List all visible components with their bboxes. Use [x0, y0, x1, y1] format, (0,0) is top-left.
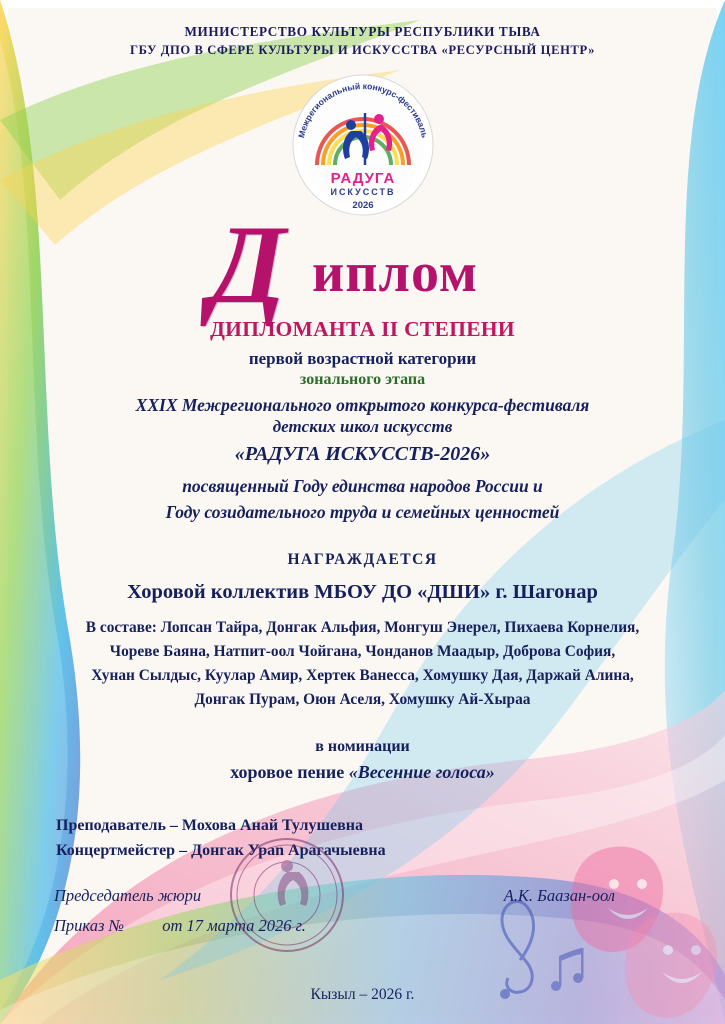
members-line: Донгак Пурам, Оюн Аселя, Хомушку Ай-Хыраа	[194, 690, 531, 708]
order-line	[54, 916, 671, 936]
emblem-graphic	[287, 69, 439, 221]
festival-line-1: XXIX Межрегионального открытого конкурса-фестиваля	[135, 395, 590, 416]
order-label: Приказ №	[54, 915, 125, 935]
members-line: Хунан Сылдыс, Куулар Амир, Хертек Ванесса, Хомушку Дая, Даржай Алина,	[91, 666, 634, 684]
age-category-line: первой возрастной категории	[248, 349, 477, 369]
awarded-label: НАГРАЖДАЕТСЯ	[287, 551, 438, 569]
teacher-line: Преподаватель – Мохова Анай Тулушевна	[56, 816, 363, 834]
ministry-line-1: МИНИСТЕРСТВО КУЛЬТУРЫ РЕСПУБЛИКИ ТЫВА	[184, 24, 541, 39]
svg-text:Межрегиональный конкурс-фестив: Межрегиональный конкурс-фестиваль	[295, 81, 430, 140]
city-year: Кызыл – 2026 г.	[310, 986, 415, 1003]
members-line: Чореве Баяна, Натпит-оол Чойгана, Чонданов Маадыр, Доброва София,	[109, 643, 616, 661]
dedication-line-2: Году созидательного труда и семейных ценностей	[165, 501, 560, 522]
svg-text:2026: 2026	[351, 200, 374, 212]
diploma-title-rest: иплом	[312, 242, 479, 305]
festival-name: «РАДУГА ИСКУССТВ-2026»	[234, 443, 491, 466]
festival-line-2: детских школ искусств	[272, 417, 453, 437]
nomination-piece: «Весенние голоса»	[348, 761, 495, 782]
ministry-header	[54, 22, 671, 59]
staff-block	[54, 813, 671, 864]
nomination-value	[54, 762, 671, 783]
nomination-label: в номинации	[315, 737, 410, 755]
svg-text:ИСКУССТВ: ИСКУССТВ	[329, 187, 396, 198]
jury-chair-label: Председатель жюри	[54, 885, 202, 905]
dedication-line-1: посвященный Году единства народов России и	[182, 476, 543, 497]
official-stamp	[228, 836, 346, 954]
order-date: от 17 марта 2026 г.	[162, 915, 306, 935]
members-list	[54, 616, 671, 712]
accompanist-line: Концертмейстер – Донгак Ураn Арагачыевна	[56, 842, 386, 860]
signature-block	[54, 886, 671, 956]
ministry-line-2: ГБУ ДПО В СФЕРЕ КУЛЬТУРЫ И ИСКУССТВА «РЕСУРСНЫЙ ЦЕНТР»	[130, 43, 595, 58]
recipient-name: Хоровой коллектив МБОУ ДО «ДШИ» г. Шагонар	[127, 581, 598, 604]
dedication	[54, 474, 671, 525]
festival-emblem	[287, 69, 439, 221]
diploma-title-initial: Д	[209, 203, 286, 328]
nomination-category: хоровое пение	[230, 761, 345, 782]
degree-line: ДИПЛОМАНТА II СТЕПЕНИ	[210, 317, 515, 342]
members-line: В составе: Лопсан Тайра, Донгак Альфия, Монгуш Энерел, Пихаева Корнелия,	[85, 619, 640, 637]
svg-text:РАДУГА: РАДУГА	[330, 170, 395, 188]
stage-line: зонального этапа	[299, 371, 426, 389]
jury-chair-name: А.К. Баазан-оол	[503, 885, 615, 905]
